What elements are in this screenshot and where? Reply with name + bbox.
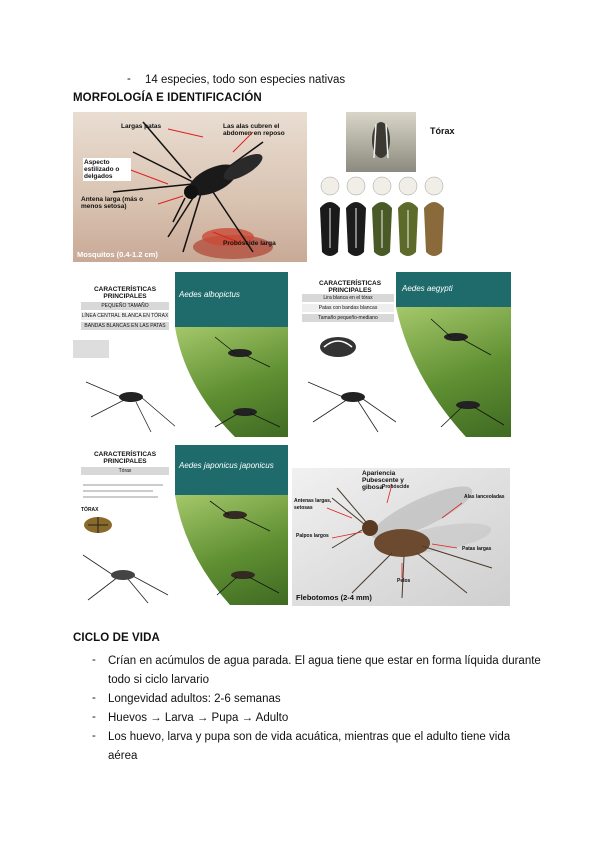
torax-label: Tórax [430, 126, 455, 136]
japonicus-cover-header [175, 445, 288, 495]
albopictus-thumb [73, 340, 109, 358]
albopictus-bar-1: PEQUEÑO TAMAÑO [81, 302, 169, 310]
flebotomo-label-legs: Patas largas [462, 546, 492, 552]
mosquito-label-wings: Las alas cubren el abdomen en reposo [223, 123, 285, 137]
aegypti-bar-3: Tamaño pequeño-mediano [302, 314, 394, 322]
bullet-text-continued: aérea [108, 750, 138, 762]
intro-text: 14 especies, todo son especies nativas [145, 74, 346, 86]
torax-figure [318, 112, 468, 262]
japonicus-side-label: TÓRAX [81, 507, 99, 513]
flebotomo-label-proboscis: Probóscide [382, 484, 410, 490]
albopictus-card-title: CARACTERÍSTICAS PRINCIPALES [93, 286, 157, 300]
bullet-text-continued: todo si ciclo larvario [108, 674, 209, 686]
flebotomo-label-hair: Pelos [397, 578, 411, 584]
aegypti-card-title: CARACTERÍSTICAS PRINCIPALES [318, 280, 382, 294]
intro-dash: - [127, 73, 131, 85]
bullet-dash: - [92, 654, 96, 666]
albopictus-bar-2: LÍNEA CENTRAL BLANCA EN TÓRAX [81, 313, 169, 319]
japonicus-cover-title: Aedes japonicus japonicus [179, 461, 274, 470]
card-aedes-japonicus [73, 445, 288, 605]
flebotomo-photo [292, 468, 510, 606]
flebotomo-label-antenna: Antenas largas, setosas [294, 498, 332, 511]
aegypti-bar-2: Patas con bandas blancas [302, 304, 394, 312]
mosquito-label-proboscis: Probóscide larga [223, 240, 276, 247]
bullet-text: Huevos → Larva → Pupa → Adulto [108, 712, 289, 724]
bullet-text: Crían en acúmulos de agua parada. El agua tiene que estar en forma líquida durante [108, 655, 541, 667]
flebotomo-label-title: Apariencia Pubescente y gibosa [362, 470, 404, 491]
japonicus-bar-1: Tórax [81, 467, 169, 475]
flebotomo-caption: Flebotomos (2-4 mm) [296, 593, 372, 602]
mosquito-label-legs: Largas patas [121, 123, 162, 130]
mosquito-label-aspect: Aspecto estilizado o delgados [83, 158, 131, 181]
card-aedes-aegypti [298, 272, 511, 437]
aegypti-bar-1: Lira blanca en el tórax [302, 294, 394, 302]
japonicus-card-title: CARACTERÍSTICAS PRINCIPALES [93, 451, 157, 465]
albopictus-cover-title: Aedes albopictus [179, 290, 240, 299]
mosquito-label-antenna: Antena larga (más o menos setosa) [81, 196, 144, 210]
albopictus-cover-header [175, 272, 288, 327]
bullet-dash: - [92, 730, 96, 742]
card-aedes-albopictus [73, 272, 288, 437]
flebotomo-label-wings: Alas lanceoladas [464, 494, 505, 500]
bullet-text: Longevidad adultos: 2-6 semanas [108, 693, 281, 705]
bullet-dash: - [92, 692, 96, 704]
bullet-text: Los huevo, larva y pupa son de vida acuática, mientras que el adulto tiene vida [108, 731, 511, 743]
section-heading-morfologia: MORFOLOGÍA E IDENTIFICACIÓN [73, 92, 262, 104]
mosquito-photo [73, 112, 307, 262]
flebotomo-label-palps: Palpos largos [296, 533, 329, 539]
mosquito-caption: Mosquitos (0.4-1.2 cm) [77, 250, 158, 259]
bullet-dash: - [92, 711, 96, 723]
albopictus-bar-3: BANDAS BLANCAS EN LAS PATAS [81, 322, 169, 330]
aegypti-cover-title: Aedes aegypti [402, 284, 453, 293]
section-heading-ciclo-de-vida: CICLO DE VIDA [73, 632, 160, 644]
